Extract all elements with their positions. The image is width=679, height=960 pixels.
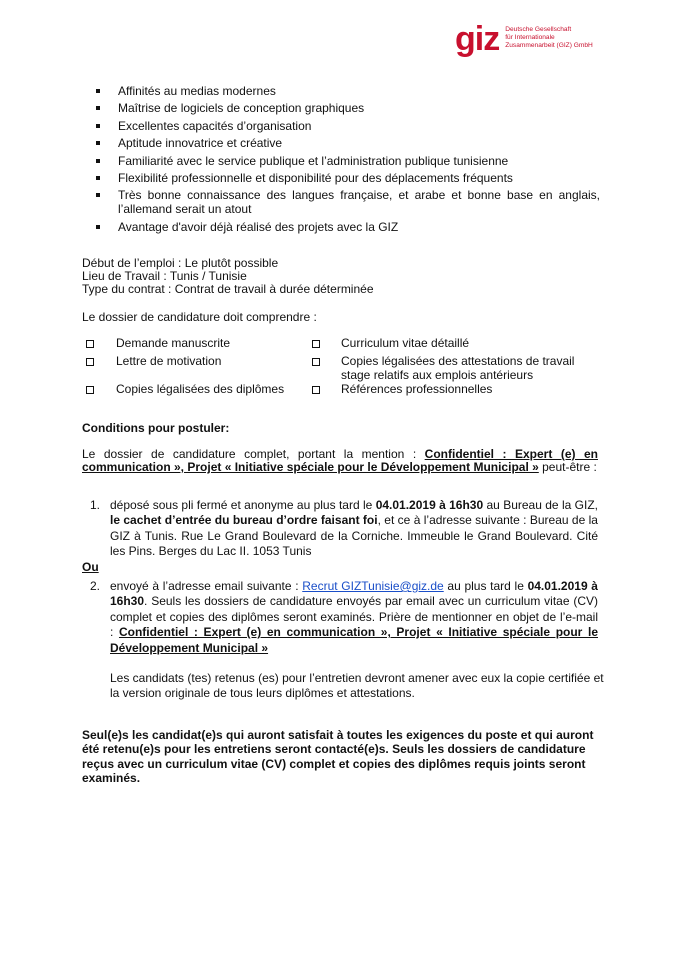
email-link[interactable]: Recrut GIZTunisie@giz.de: [302, 579, 444, 593]
item-text: [110, 498, 598, 560]
list-item: Avantage d'avoir déjà réalisé des projets avec la GIZ: [96, 220, 600, 234]
job-start: Début de l’emploi : Le plutôt possible: [82, 256, 279, 270]
checkbox-icon: [86, 386, 94, 394]
item-text-part: . Seuls les dossiers de candidature envoyés par email avec un curriculum vitae (CV) complet et copies des diplômes seront examinés. Prière de mentionner en objet de l’e-mail :: [110, 594, 598, 640]
checkbox-icon: [312, 358, 320, 366]
item-text-part: au Bureau de la GIZ,: [483, 498, 598, 512]
item-text: [110, 579, 598, 656]
item-text-part: déposé sous pli fermé et anonyme au plus tard le: [110, 498, 376, 512]
logo-line: für Internationale: [505, 34, 555, 41]
checkbox-icon: [312, 340, 320, 348]
logo-line: Zusammenarbeit (GIZ) GmbH: [505, 42, 593, 49]
retained-line: Les candidats (tes) retenus (es) pour l’entretien devront amener avec eux la copie certifiée et: [110, 671, 604, 685]
mention-label: Confidentiel : Expert (e) en communication », Projet « Initiative spéciale pour le Développement Municipal »: [110, 625, 598, 655]
item-number: 1.: [90, 498, 101, 512]
checklist-item: Copies légalisées des diplômes: [116, 382, 285, 396]
list-item: Très bonne connaissance des langues française, et arabe et bonne base en anglais, l’allemand serait un atout: [96, 188, 600, 216]
conditions-intro-end: peut-être :: [538, 460, 597, 474]
job-location: Lieu de Travail : Tunis / Tunisie: [82, 269, 247, 283]
stamp-note: le cachet d’entrée du bureau d’ordre faisant foi: [110, 513, 378, 528]
checkbox-icon: [86, 340, 94, 348]
deadline-date: 04.01.2019 à 16h30: [375, 498, 484, 512]
logo-line: Deutsche Gesellschaft: [505, 26, 572, 33]
list-item: Affinités au medias modernes: [96, 84, 600, 98]
checklist-item: Demande manuscrite: [116, 336, 231, 350]
conditions-title: Conditions pour postuler:: [82, 421, 230, 435]
checklist-item: Curriculum vitae détaillé: [341, 336, 470, 350]
ou-label: Ou: [82, 560, 99, 574]
final-note: Seul(e)s les candidat(e)s qui auront satisfait à toutes les exigences du poste et qui auront été retenu(e)s pour les entretiens seront contacté(e)s. Seuls les dossiers de candidature reçus avec un curriculum vitae (CV) complet et copies des diplômes requis joints seront examinés.: [82, 728, 594, 786]
item-number: 2.: [90, 579, 101, 593]
item-text-part: envoyé à l’adresse email suivante :: [110, 579, 303, 593]
retained-line: la version originale de tous leurs diplômes et attestations.: [110, 686, 415, 701]
checklist-item: Copies légalisées des attestations de travail stage relatifs aux emplois antérieurs: [341, 354, 575, 382]
job-contract: Type du contrat : Contrat de travail à durée déterminée: [82, 282, 374, 296]
list-item: Flexibilité professionnelle et disponibilité pour des déplacements fréquents: [96, 171, 600, 185]
skills-list: [96, 84, 600, 237]
dossier-intro: Le dossier de candidature doit comprendre :: [82, 310, 317, 324]
mention-label: Confidentiel : Expert (e) en communication », Projet « Initiative spéciale pour le Développement Municipal »: [82, 447, 598, 474]
giz-logo-text: [505, 26, 593, 50]
list-item: Familiarité avec le service publique et l’administration publique tunisienne: [96, 154, 600, 168]
conditions-intro: [82, 448, 598, 474]
list-item: Maîtrise de logiciels de conception graphiques: [96, 101, 600, 115]
item-text-part: , et ce à l’adresse suivante : Bureau de la GIZ à Tunis. Rue Le Grand Boulevard de la Corniche. Immeuble le Grand Boulevard. Cité les Pins. Berges du Lac II. 1053 Tunis: [110, 513, 598, 559]
checklist-item: Lettre de motivation: [116, 354, 222, 368]
list-item: Excellentes capacités d’organisation: [96, 119, 600, 133]
deadline-date: 04.01.2019 à 16h30: [110, 579, 598, 609]
giz-logo-mark: giz: [455, 20, 500, 58]
giz-logo: [455, 22, 593, 62]
job-info: [82, 257, 374, 296]
checkbox-icon: [86, 358, 94, 366]
retained-note: [110, 671, 604, 702]
item-text-part: au plus tard le: [443, 579, 528, 593]
checkbox-icon: [312, 386, 320, 394]
list-item: Aptitude innovatrice et créative: [96, 136, 600, 150]
checklist-item: Références professionnelles: [341, 382, 493, 396]
conditions-intro-text: Le dossier de candidature complet, portant la mention :: [82, 447, 425, 461]
